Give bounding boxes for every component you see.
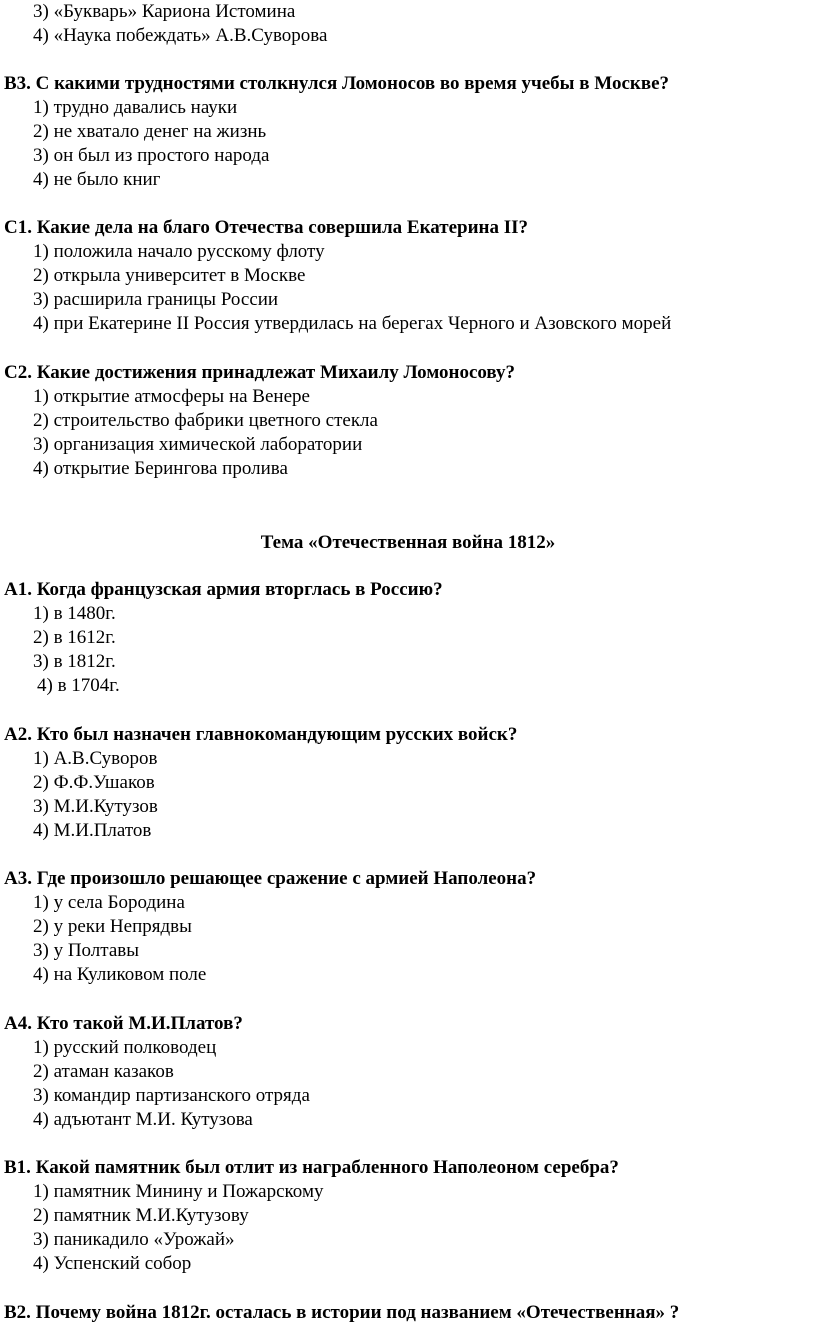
answer-option: 3) паникадило «Урожай» bbox=[33, 1229, 235, 1250]
answer-option: 4) адъютант М.И. Кутузова bbox=[33, 1109, 253, 1130]
answer-option: 2) атаман казаков bbox=[33, 1061, 174, 1082]
answer-option: 4) М.И.Платов bbox=[33, 820, 152, 841]
question-a4: А4. Кто такой М.И.Платов? bbox=[4, 1013, 243, 1034]
question-b2: В2. Почему война 1812г. осталась в истории под названием «Отечественная» ? bbox=[4, 1302, 680, 1323]
answer-option: 1) русский полководец bbox=[33, 1037, 217, 1058]
answer-option: 3) расширила границы России bbox=[33, 289, 279, 310]
answer-option: 2) строительство фабрики цветного стекла bbox=[33, 410, 378, 431]
answer-option: 3) организация химической лаборатории bbox=[33, 434, 363, 455]
answer-option: 1) памятник Минину и Пожарскому bbox=[33, 1181, 324, 1202]
question-b3: В3. С какими трудностями столкнулся Ломоносов во время учебы в Москве? bbox=[4, 73, 670, 94]
answer-option: 2) открыла университет в Москве bbox=[33, 265, 306, 286]
question-c2: С2. Какие достижения принадлежат Михаилу Ломоносову? bbox=[4, 362, 516, 383]
answer-option: 3) у Полтавы bbox=[33, 940, 139, 961]
answer-option: 2) у реки Непрядвы bbox=[33, 916, 192, 937]
question-a3: А3. Где произошло решающее сражение с армией Наполеона? bbox=[4, 868, 537, 889]
answer-option: 3) М.И.Кутузов bbox=[33, 796, 158, 817]
answer-option: 1) А.В.Суворов bbox=[33, 748, 158, 769]
answer-option: 4) не было книг bbox=[33, 169, 161, 190]
answer-option: 2) не хватало денег на жизнь bbox=[33, 121, 267, 142]
topic-title: Тема «Отечественная война 1812» bbox=[260, 532, 556, 553]
answer-option: 2) Ф.Ф.Ушаков bbox=[33, 772, 155, 793]
question-b1: В1. Какой памятник был отлит из награбленного Наполеоном серебра? bbox=[4, 1157, 619, 1178]
answer-option: 1) открытие атмосферы на Венере bbox=[33, 386, 310, 407]
answer-option: 1) у села Бородина bbox=[33, 892, 185, 913]
answer-option: 3) командир партизанского отряда bbox=[33, 1085, 310, 1106]
answer-option: 4) на Куликовом поле bbox=[33, 964, 207, 985]
question-c1: С1. Какие дела на благо Отечества совершила Екатерина II? bbox=[4, 217, 529, 238]
question-a1: А1. Когда французская армия вторглась в Россию? bbox=[4, 579, 443, 600]
answer-option: 4) в 1704г. bbox=[37, 675, 120, 696]
answer-option: 4) Успенский собор bbox=[33, 1253, 192, 1274]
answer-option: 4) при Екатерине II Россия утвердилась на берегах Черного и Азовского морей bbox=[33, 313, 672, 334]
answer-option: 3) в 1812г. bbox=[33, 651, 116, 672]
answer-option: 1) в 1480г. bbox=[33, 603, 116, 624]
answer-option: 3) «Букварь» Кариона Истомина bbox=[33, 1, 296, 22]
answer-option: 3) он был из простого народа bbox=[33, 145, 270, 166]
answer-option: 1) положила начало русскому флоту bbox=[33, 241, 325, 262]
answer-option: 4) «Наука побеждать» А.В.Суворова bbox=[33, 25, 328, 46]
answer-option: 2) в 1612г. bbox=[33, 627, 116, 648]
answer-option: 1) трудно давались науки bbox=[33, 97, 238, 118]
answer-option: 2) памятник М.И.Кутузову bbox=[33, 1205, 249, 1226]
answer-option: 4) открытие Берингова пролива bbox=[33, 458, 288, 479]
question-a2: А2. Кто был назначен главнокомандующим русских войск? bbox=[4, 724, 518, 745]
